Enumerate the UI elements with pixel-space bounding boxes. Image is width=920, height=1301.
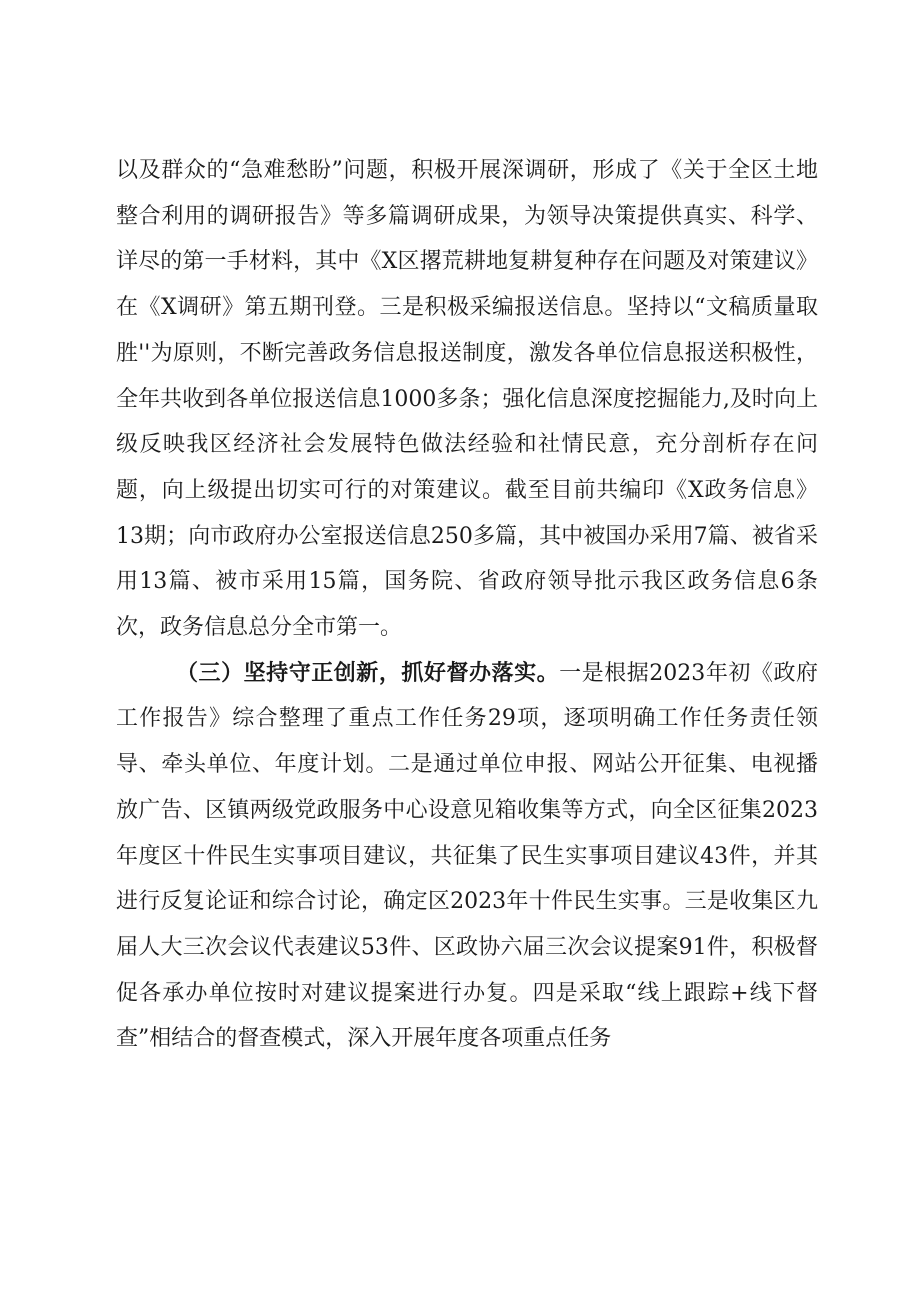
paragraph-text: 一是根据2023年初《政府工作报告》综合整理了重点工作任务29项，逐项明确工作任务责任领导、牵头单位、年度计划。二是通过单位申报、网站公开征集、电视播放广告、区镇两级党政服务中心设意见箱收集等方式，向全区征集2023年度区十件民生实事项目建议，共征集了民生实事项目建议43件，并其进行反复论证和综合讨论，确定区2023年十件民生实事。三是收集区九届人大三次会议代表建议53件、区政协六届三次会议提案91件，积极督促各承办单位按时对建议提案进行办复。四是采取“线上跟踪+线下督查”相结合的督查模式，深入开展年度各项重点任务: [116, 660, 818, 1052]
paragraph-continued: [116, 148, 818, 651]
paragraph-section-three: [116, 651, 818, 1062]
paragraph-text: 以及群众的“急难愁盼”问题，积极开展深调研，形成了《关于全区土地整合利用的调研报告》等多篇调研成果，为领导决策提供真实、科学、详尽的第一手材料，其中《X区撂荒耕地复耕复种存在问题及对策建议》在《X调研》第五期刊登。三是积极采编报送信息。坚持以“文稿质量取胜''为原则，不断完善政务信息报送制度，激发各单位信息报送积极性，全年共收到各单位报送信息1000多条；强化信息深度挖掘能力,及时向上级反映我区经济社会发展特色做法经验和社情民意，充分剖析存在问题，向上级提出切实可行的对策建议。截至目前共编印《X政务信息》13期；向市政府办公室报送信息250多篇，其中被国办采用7篇、被省采用13篇、被市采用15篇，国务院、省政府领导批示我区政务信息6条次，政务信息总分全市第一。: [116, 158, 818, 641]
section-heading: （三）坚持守正创新，抓好督办落实。: [176, 659, 560, 686]
document-body: [116, 148, 818, 1062]
